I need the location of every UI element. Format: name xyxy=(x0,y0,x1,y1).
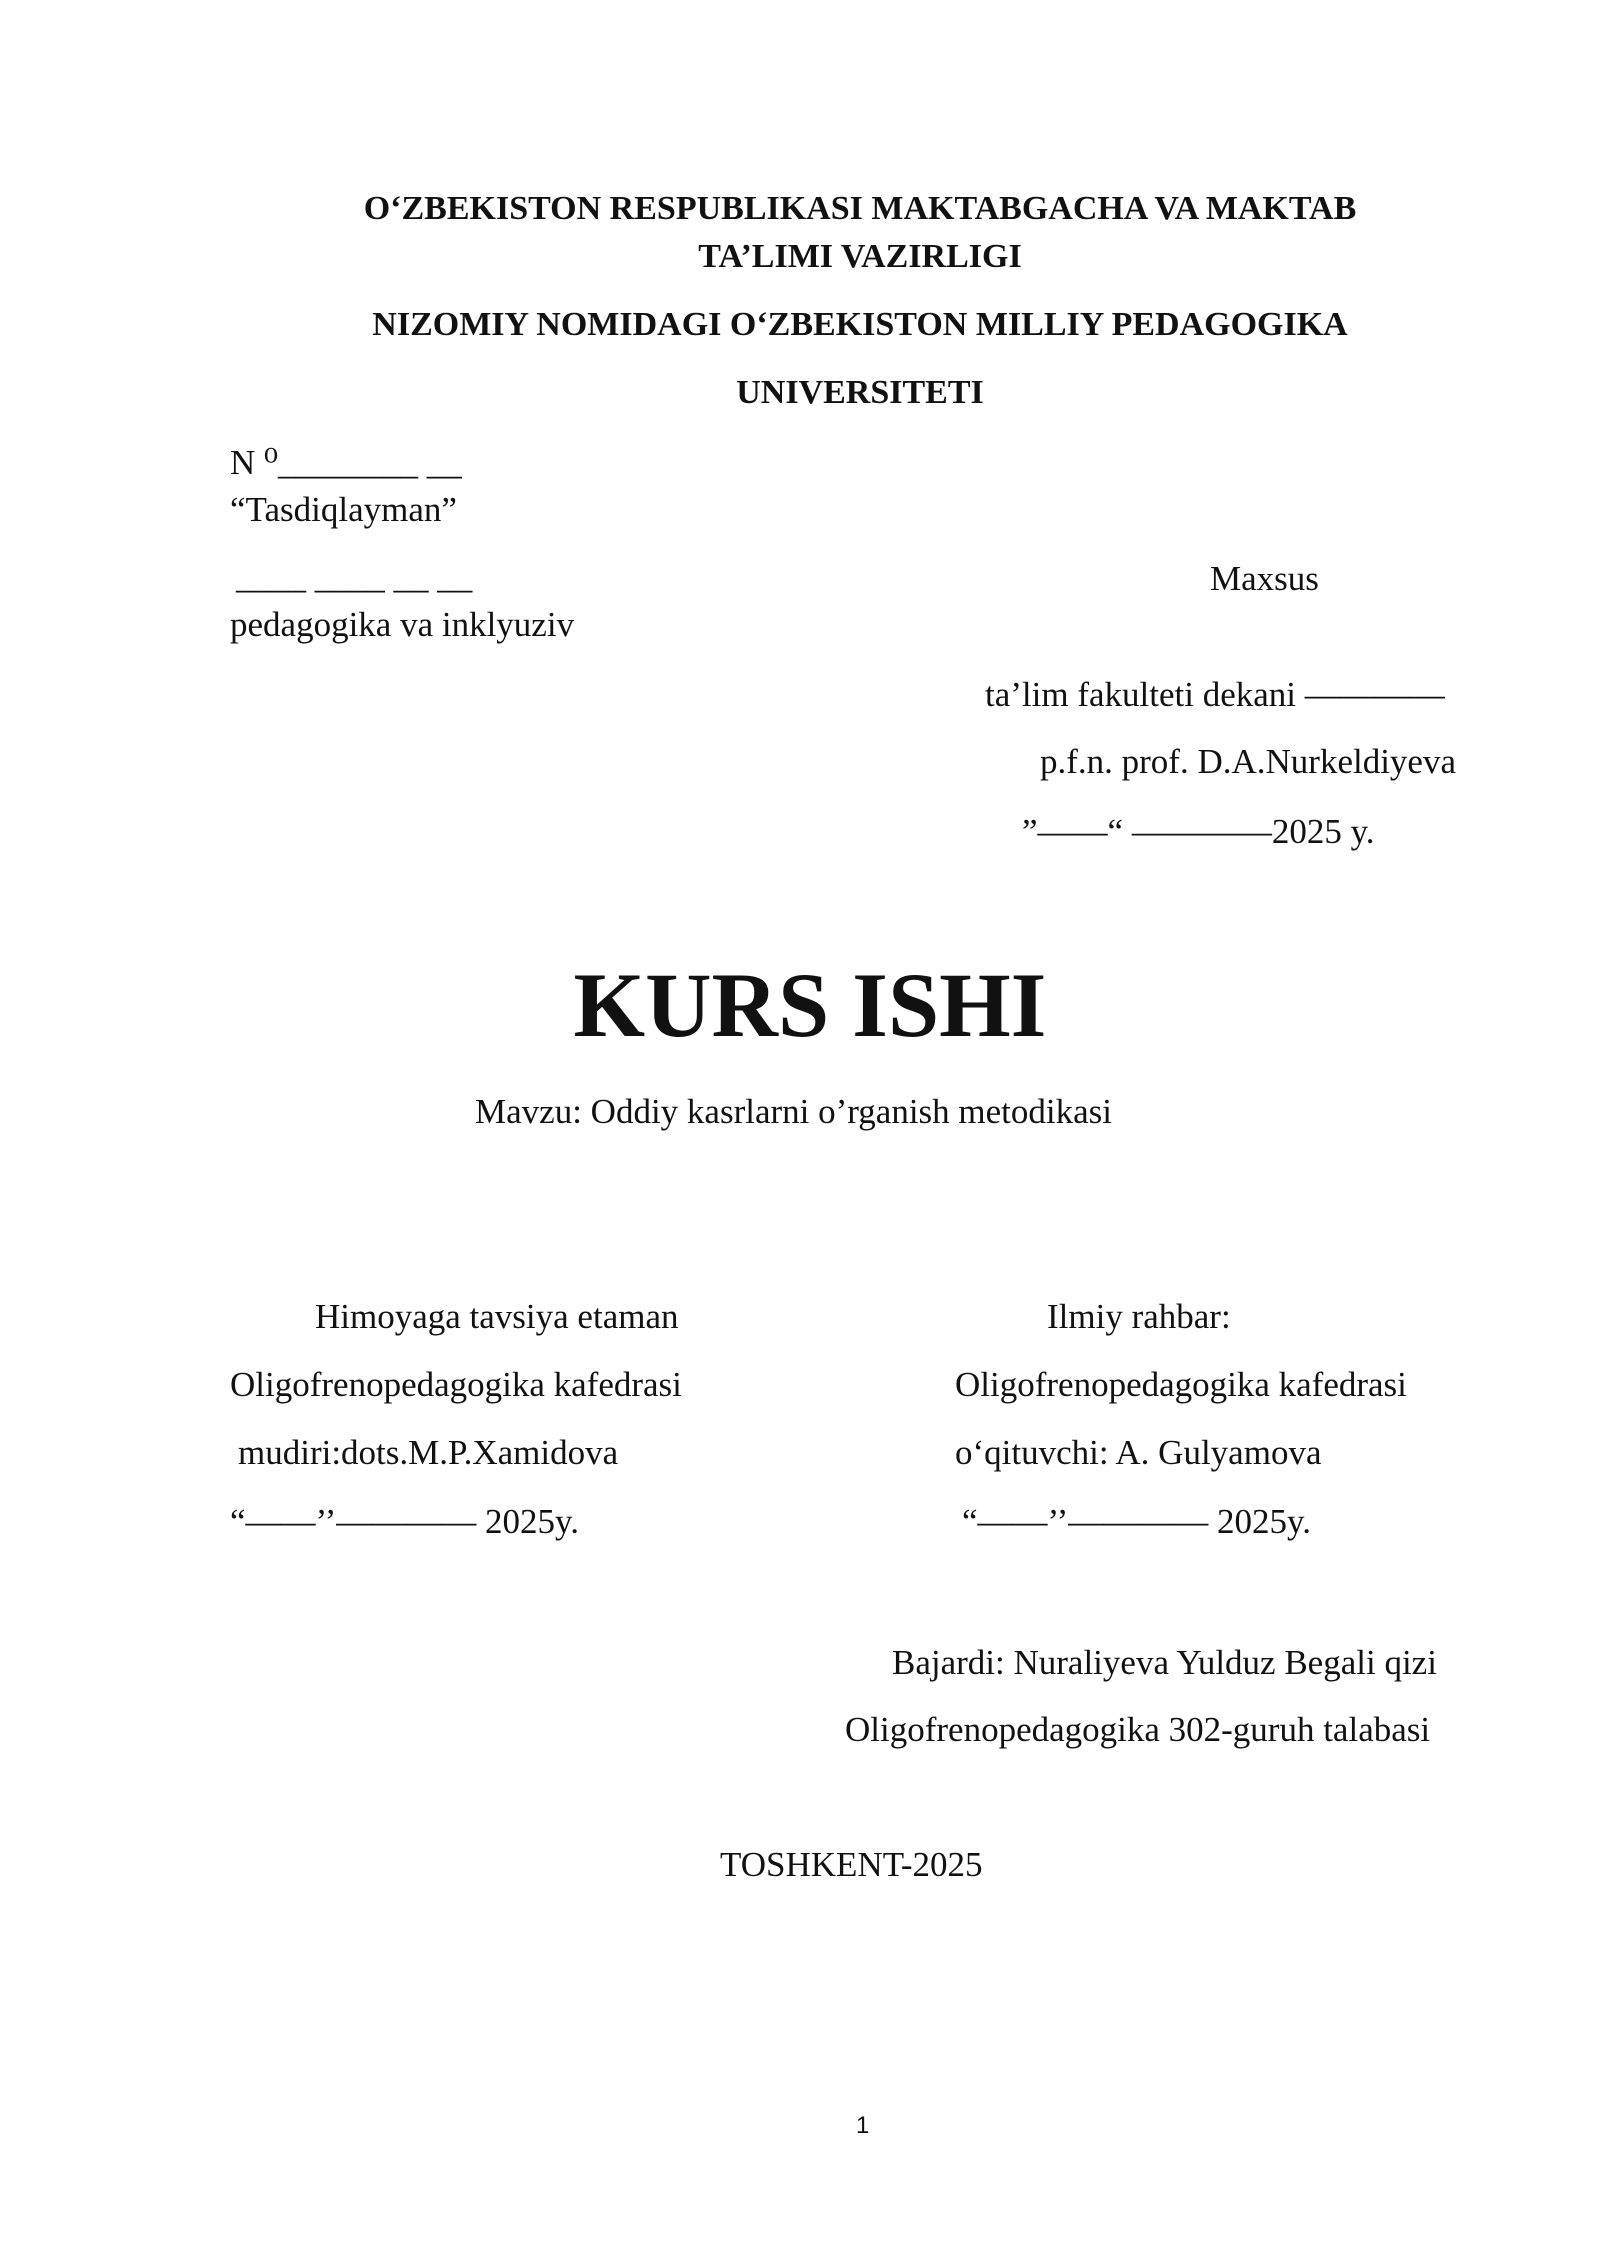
left-block-line-3: mudiri:dots.M.P.Xamidova xyxy=(238,1433,619,1472)
faculty-word-maxsus: Maxsus xyxy=(1210,559,1319,598)
university-line-1: NIZOMIY NOMIDAGI O‘ZBEKISTON MILLIY PEDAGOGIKA xyxy=(372,306,1348,343)
university-line-2: UNIVERSITETI xyxy=(736,374,984,411)
ministry-line-1: O‘ZBEKISTON RESPUBLIKASI MAKTABGACHA VA MAKTAB xyxy=(363,190,1357,227)
dean-line: ta’lim fakulteti dekani ———— xyxy=(985,675,1445,714)
approval-blanks: ____ ____ __ __ xyxy=(236,557,473,596)
topic-line: Mavzu: Oddiy kasrlarni o’rganish metodikasi xyxy=(475,1092,1113,1131)
right-block-line-3: o‘qituvchi: A. Gulyamova xyxy=(955,1433,1322,1472)
author-line-1: Bajardi: Nuraliyeva Yulduz Begali qizi xyxy=(892,1643,1437,1682)
right-block-line-2: Oligofrenopedagogika kafedrasi xyxy=(955,1365,1407,1404)
city-year: TOSHKENT-2025 xyxy=(720,1845,983,1884)
document-title: KURS ISHI xyxy=(573,954,1047,1056)
faculty-line-2: pedagogika va inklyuziv xyxy=(230,605,575,644)
left-block-line-1: Himoyaga tavsiya etaman xyxy=(315,1297,679,1336)
left-block-line-2: Oligofrenopedagogika kafedrasi xyxy=(230,1365,682,1404)
page-number: 1 xyxy=(856,2112,870,2139)
right-block-line-1: Ilmiy rahbar: xyxy=(1047,1297,1231,1336)
approval-tasdiqlayman: “Tasdiqlayman” xyxy=(230,490,457,529)
left-block-line-4: “——’’———— 2025y. xyxy=(230,1502,579,1541)
author-line-2: Oligofrenopedagogika 302-guruh talabasi xyxy=(845,1710,1431,1749)
approval-date-line: ”——“ ————2025 y. xyxy=(1022,812,1375,851)
ministry-line-2: TA’LIMI VAZIRLIGI xyxy=(698,238,1022,275)
approval-number-line: N ⁰________ __ xyxy=(230,443,462,482)
dean-name: p.f.n. prof. D.A.Nurkeldiyeva xyxy=(1040,742,1457,781)
right-block-line-4: “——’’———— 2025y. xyxy=(962,1502,1311,1541)
